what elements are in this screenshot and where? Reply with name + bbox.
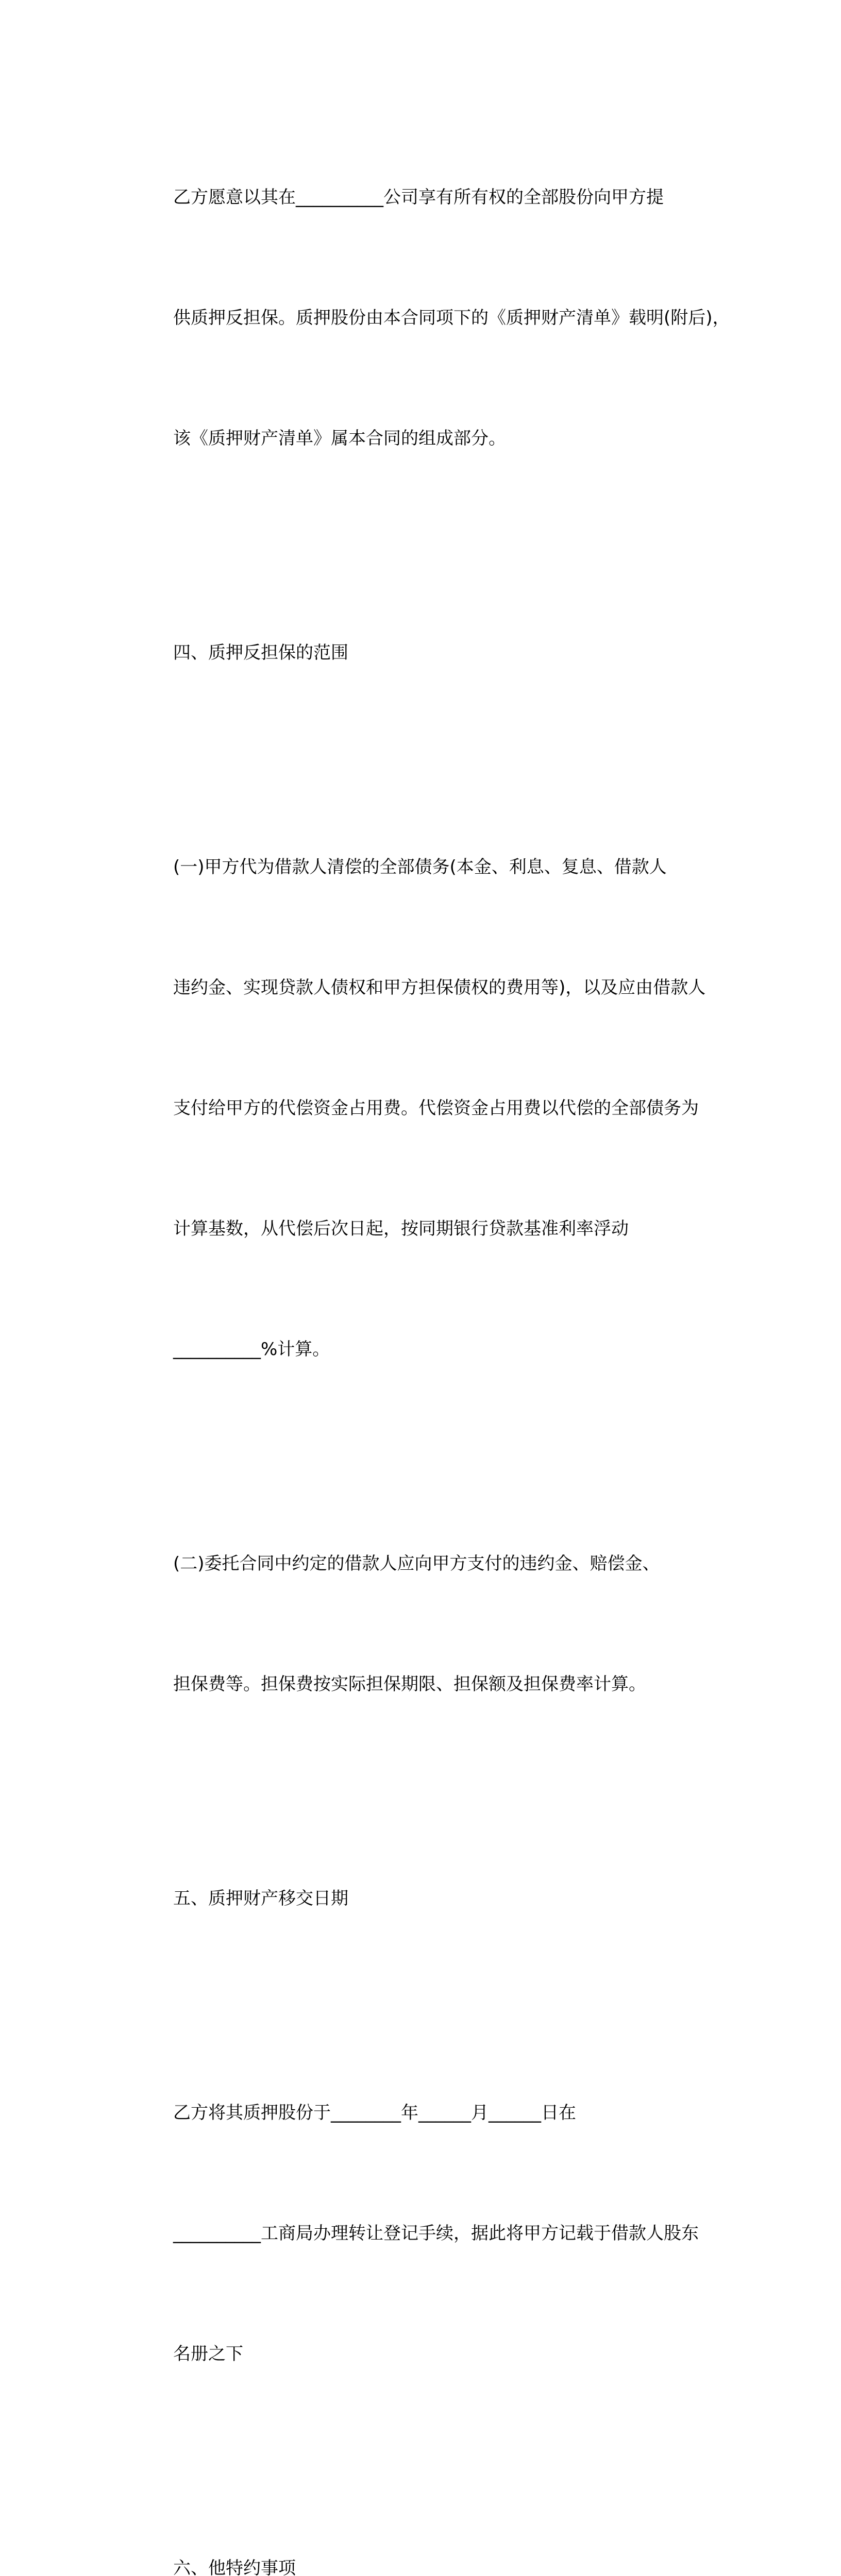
- section-heading-5: [124, 1798, 727, 1999]
- text-line: 乙方愿意以其在__________公司享有所有权的全部股份向甲方提: [173, 187, 664, 208]
- section-heading-4: [124, 552, 727, 753]
- text-line: __________工商局办理转让登记手续，据此将甲方记载于借款人股东: [173, 2223, 699, 2244]
- section-title: 五、质押财产移交日期: [173, 1888, 348, 1909]
- text-line: 名册之下: [173, 2344, 243, 2364]
- section-title: 六、他特约事项: [173, 2558, 296, 2576]
- text-line: 计算基数，从代偿后次日起，按同期银行贷款基准利率浮动: [173, 1218, 629, 1239]
- text-line: 该《质押财产清单》属本合同的组成部分。: [173, 428, 506, 449]
- text-line: 支付给甲方的代偿资金占用费。代偿资金占用费以代偿的全部债务为: [173, 1098, 699, 1118]
- paragraph-scope-item-2: [124, 1463, 727, 1785]
- section-heading-6: [124, 2468, 727, 2576]
- text-line: 供质押反担保。质押股份由本合同项下的《质押财产清单》载明(附后)，: [173, 308, 730, 328]
- paragraph-transfer-date: [124, 2012, 727, 2454]
- text-line: 担保费等。担保费按实际担保期限、担保额及担保费率计算。: [173, 1674, 646, 1694]
- text-line: 乙方将其质押股份于________年______月______日在: [173, 2103, 576, 2123]
- text-line: 违约金、实现贷款人债权和甲方担保债权的费用等)，以及应由借款人: [173, 977, 706, 998]
- text-line: (一)甲方代为借款人清偿的全部债务(本金、利息、复息、借款人: [173, 857, 667, 877]
- paragraph-pledge-shares: [124, 97, 730, 539]
- section-title: 四、质押反担保的范围: [173, 642, 348, 663]
- paragraph-scope-item-1: [124, 767, 727, 1450]
- text-line: __________%计算。: [173, 1339, 330, 1360]
- document-body: [124, 97, 730, 2576]
- text-line: (二)委托合同中约定的借款人应向甲方支付的违约金、赔偿金、: [173, 1553, 660, 1574]
